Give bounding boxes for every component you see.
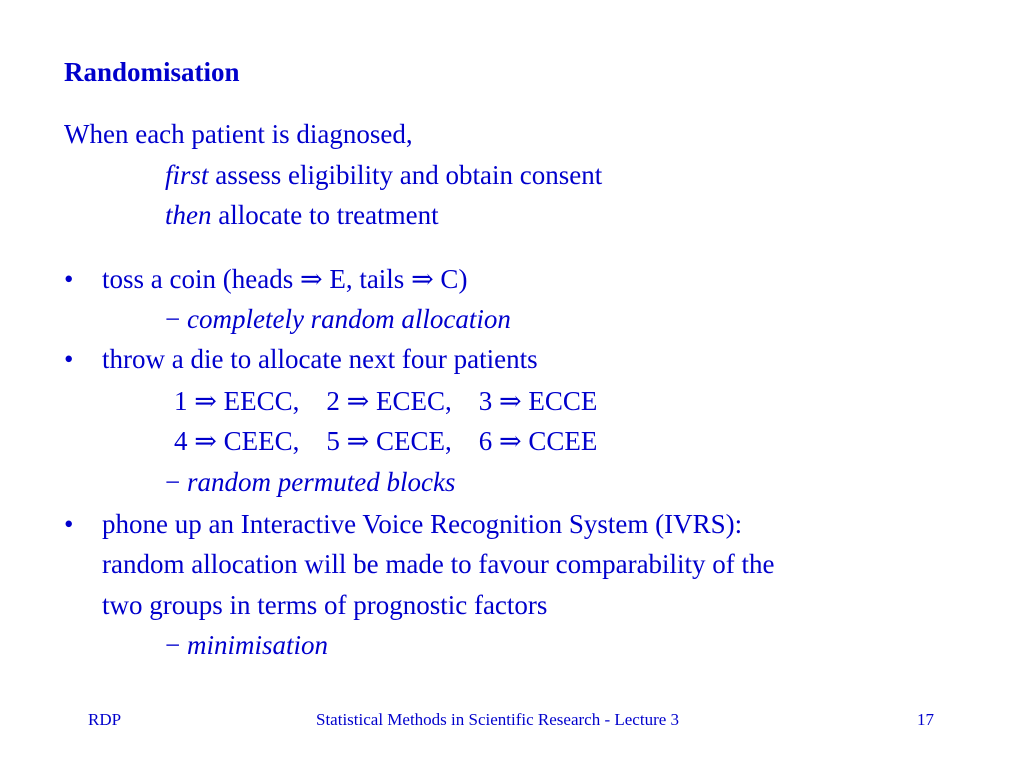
step-then-text: allocate to treatment (211, 200, 439, 230)
bullet-die-method (165, 464, 455, 500)
method-dash: − (165, 467, 187, 497)
step-then-keyword: then (165, 200, 212, 230)
footer-course-title: Statistical Methods in Scientific Research - Lecture 3 (316, 710, 680, 729)
bullet-ivrs-line-2: random allocation will be made to favour comparability of the (102, 549, 775, 579)
bullet-icon: • (64, 344, 74, 374)
intro-line: When each patient is diagnosed, (64, 119, 413, 149)
step-first-text: assess eligibility and obtain consent (208, 160, 603, 190)
die-allocation-row-2: 4 ⇒ CEEC, 5 ⇒ CECE, 6 ⇒ CCEE (174, 426, 598, 456)
bullet-icon: • (64, 509, 74, 539)
intro-step-then (165, 197, 439, 233)
method-name: completely random allocation (186, 304, 511, 334)
method-dash: − (165, 304, 187, 334)
bullet-die-text: throw a die to allocate next four patients (102, 344, 538, 374)
slide-title: Randomisation (64, 57, 240, 87)
method-name: random permuted blocks (186, 467, 456, 497)
step-first-keyword: first (165, 160, 209, 190)
bullet-ivrs-method (165, 627, 328, 663)
bullet-ivrs-line-3: two groups in terms of prognostic factors (102, 590, 548, 620)
footer-author: RDP (88, 710, 122, 729)
bullet-ivrs-line-1: phone up an Interactive Voice Recognition System (IVRS): (102, 509, 743, 539)
die-allocation-row-1: 1 ⇒ EECC, 2 ⇒ ECEC, 3 ⇒ ECCE (174, 386, 598, 416)
footer-page-number: 17 (917, 710, 934, 729)
method-name: minimisation (186, 630, 328, 660)
bullet-coin-text: toss a coin (heads ⇒ E, tails ⇒ C) (102, 264, 468, 294)
bullet-coin-method (165, 301, 511, 337)
method-dash: − (165, 630, 187, 660)
bullet-icon: • (64, 264, 74, 294)
intro-step-first (165, 157, 602, 193)
